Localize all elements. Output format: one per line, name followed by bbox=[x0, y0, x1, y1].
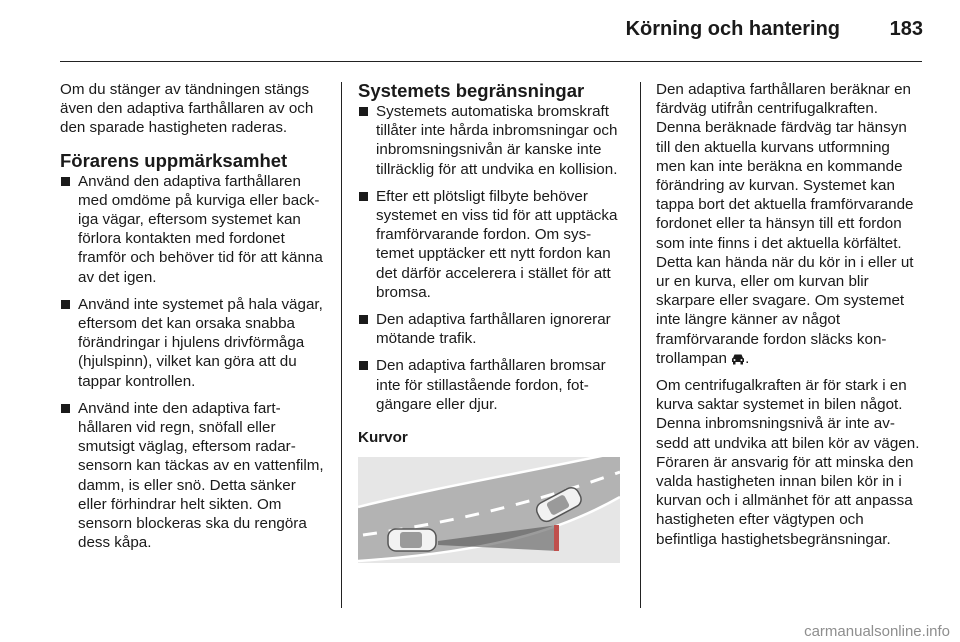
intro-paragraph: Om du stänger av tändningen stängs även den adaptiva farthållaren av och den sparade hastigheten raderas. bbox=[60, 81, 314, 137]
list-item: Den adaptiva farthållaren bromsar inte för stillastående fordon, fotgängare eller djur. bbox=[358, 356, 624, 414]
calculated-path-paragraph: Den adaptiva farthållaren beräknar en färdväg utifrån centrifugalkraften. Denna beräknade färdväg tar hänsyn till den aktuella kurvans utformning men kan inte beräkna en kommande förändring av kurvan. Systemet kan tappa bort det aktuella framförvarande fordonet eller ta hänsyn till ett fordon som inte finns i det aktuella körfältet. Detta kan hända när du kör in i eller ut ur en kurva, eller om kurvan blir skarpare eller svagare. Om systemet inte längre känner av något framförvarande fordon släcks kontrollampan . bbox=[656, 81, 914, 367]
car-front-indicator-icon bbox=[731, 353, 745, 365]
square-bullet-icon bbox=[61, 300, 70, 309]
section-title: Körning och hantering bbox=[625, 18, 840, 40]
system-limits-heading: Systemets begränsningar bbox=[358, 80, 585, 101]
square-bullet-icon bbox=[359, 107, 368, 116]
list-item: Använd inte systemet på hala vägar, eftersom det kan orsaka snabba förändringar i hjulens drivförmåga (hjulspinn), vilket kan göra att du tappar kontrollen. bbox=[60, 295, 326, 391]
column-right bbox=[656, 80, 922, 557]
list-item: Den adaptiva farthållaren ignorerar mötande trafik. bbox=[358, 310, 624, 348]
column-middle bbox=[358, 80, 624, 563]
square-bullet-icon bbox=[359, 315, 368, 324]
square-bullet-icon bbox=[61, 177, 70, 186]
list-item: Systemets automatiska bromskraft tillåter inte hårda inbromsningar och inbromsningsnivån är kanske inte tillräcklig för att undvika en kollision. bbox=[358, 102, 624, 179]
column-divider-1 bbox=[341, 82, 342, 608]
list-item: Använd inte den adaptiva farthållaren vid regn, snöfall eller smutsigt väglag, eftersom radarsensorn kan täckas av en vattenfilm, damm, is eller snö. Detta sänker eller förhindrar helt sikten. Om sensorn blockeras ska du rengöra dess kåpa. bbox=[60, 399, 326, 553]
column-left bbox=[60, 80, 326, 560]
list-item: Efter ett plötsligt filbyte behöver systemet en viss tid för att upptäcka framförvarande fordon. Om systemet upptäcker ett nytt fordon kan det därför accelerera i stället för att bromsa. bbox=[358, 187, 624, 302]
system-limits-list bbox=[358, 102, 624, 414]
watermark: carmanualsonline.info bbox=[804, 623, 950, 640]
own-car-icon bbox=[388, 529, 436, 551]
page-number: 183 bbox=[889, 18, 923, 40]
list-item: Använd den adaptiva farthållaren med omdöme på kurviga eller backiga vägar, eftersom systemet kan förlora kontakten med fordonet framför och behöver tid för att känna av det igen. bbox=[60, 172, 326, 287]
square-bullet-icon bbox=[359, 361, 368, 370]
square-bullet-icon bbox=[359, 192, 368, 201]
curve-illustration bbox=[358, 457, 620, 563]
driver-attention-heading: Förarens uppmärksamhet bbox=[60, 149, 288, 171]
page-header bbox=[0, 0, 960, 62]
driver-attention-list bbox=[60, 172, 326, 553]
column-divider-2 bbox=[640, 82, 641, 608]
header-rule bbox=[60, 61, 922, 62]
square-bullet-icon bbox=[61, 404, 70, 413]
centrifugal-paragraph: Om centrifugalkraften är för stark i en kurva saktar systemet in bilen något. Denna inbromsningsnivå är inte avsedd att undvika att bilen kör av vägen. Föraren är ansvarig för att minska den valda hastigheten innan bilen kör in i kurvan och i allmänhet för att anpassa hastigheten efter vägtypen och befintliga hastighetsbegränsningar. bbox=[656, 377, 920, 548]
curves-subheading: Kurvor bbox=[358, 429, 408, 447]
